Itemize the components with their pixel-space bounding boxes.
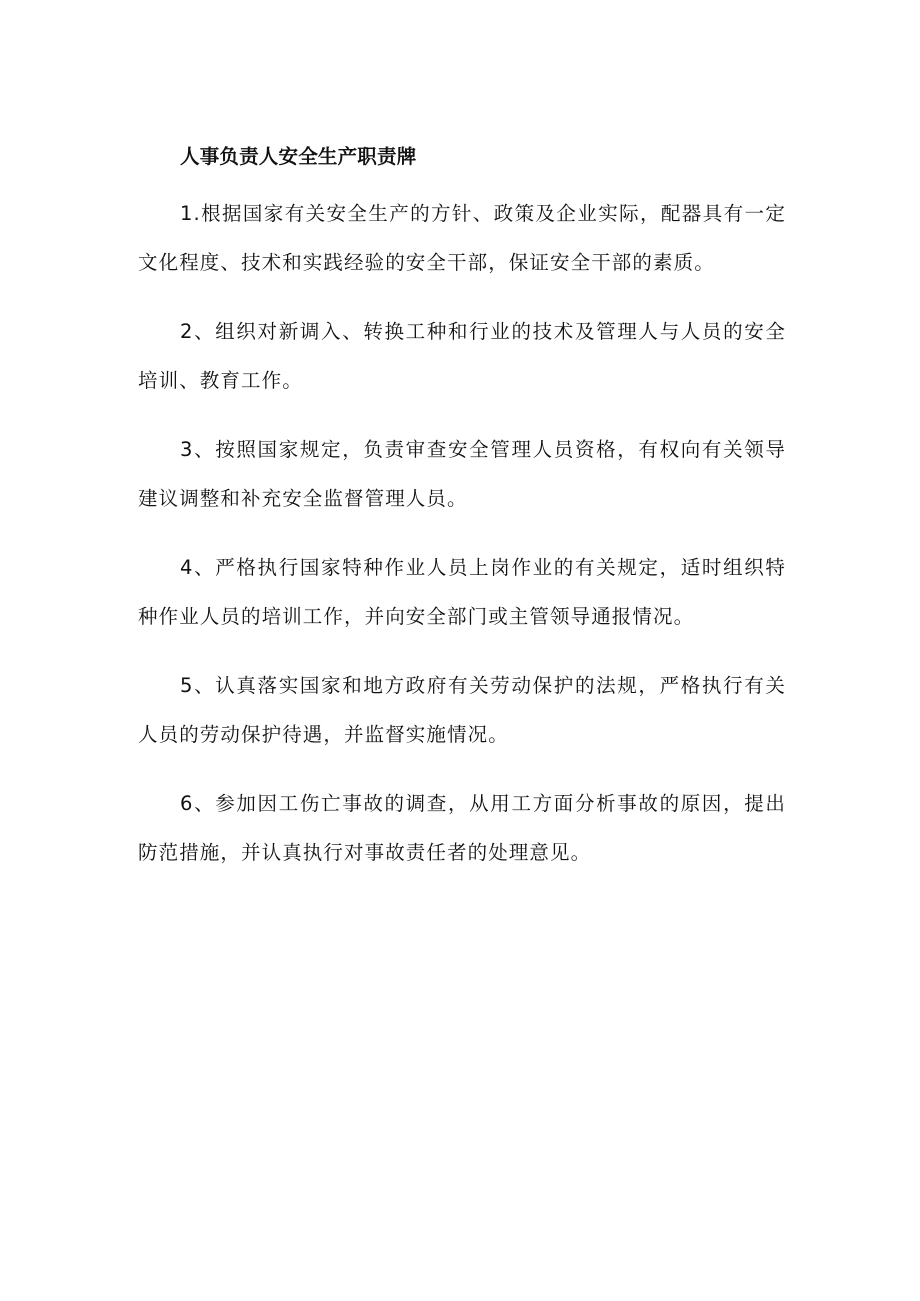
- duty-item-1: 1.根据国家有关安全生产的方针、政策及企业实际，配器具有一定文化程度、技术和实践经验的安全干部，保证安全干部的素质。: [138, 202, 786, 274]
- duty-item-4: 4、严格执行国家特种作业人员上岗作业的有关规定，适时组织特种作业人员的培训工作，并向安全部门或主管领导通报情况。: [138, 556, 786, 628]
- duty-item-3: 3、按照国家规定，负责审查安全管理人员资格，有权向有关领导建议调整和补充安全监督管理人员。: [138, 438, 786, 510]
- duty-item-6: 6、参加因工伤亡事故的调查，从用工方面分析事故的原因，提出防范措施，并认真执行对事故责任者的处理意见。: [138, 792, 786, 864]
- duty-item-2: 2、组织对新调入、转换工种和行业的技术及管理人与人员的安全培训、教育工作。: [138, 320, 786, 392]
- duty-item-5: 5、认真落实国家和地方政府有关劳动保护的法规，严格执行有关人员的劳动保护待遇，并监督实施情况。: [138, 674, 786, 746]
- document-body: [138, 138, 786, 897]
- document-title: 人事负责人安全生产职责牌: [180, 145, 417, 168]
